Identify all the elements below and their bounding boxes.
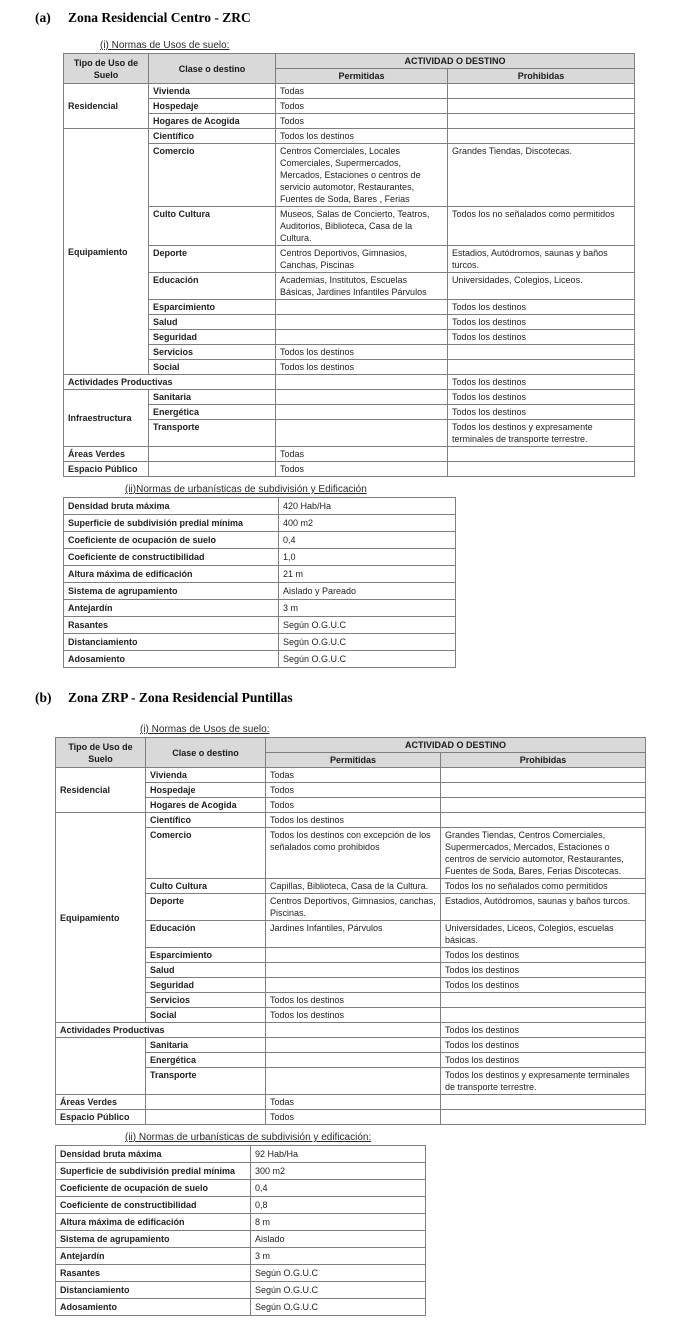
cell-tipo-uso: Residencial (64, 84, 149, 129)
cell-prohibidas: Todos los destinos (448, 390, 635, 405)
cell-norm-value: Según O.G.U.C (279, 634, 456, 651)
table-row (56, 1214, 426, 1231)
cell-clase-destino: Esparcimiento (146, 948, 266, 963)
cell-permitidas: Todos (266, 1110, 441, 1125)
table-row (64, 207, 635, 246)
header-clase-destino: Clase o destino (146, 738, 266, 768)
cell-clase-destino: Educación (149, 273, 276, 300)
header-clase-destino: Clase o destino (149, 54, 276, 84)
cell-norm-label: Adosamiento (64, 651, 279, 668)
cell-permitidas: Capillas, Biblioteca, Casa de la Cultura. (266, 879, 441, 894)
header-permitidas: Permitidas (276, 69, 448, 84)
cell-norm-label: Densidad bruta máxima (64, 498, 279, 515)
cell-clase-destino: Sanitaria (146, 1038, 266, 1053)
table-row (64, 375, 635, 390)
cell-permitidas: Centros Comerciales, Locales Comerciales, Supermercados, Mercados, Estaciones o centros de servicio automotor, Restaurantes, Fuentes de Soda, Bares , Ferias (276, 144, 448, 207)
cell-permitidas: Todos (276, 462, 448, 477)
cell-tipo-uso: Áreas Verdes (64, 447, 149, 462)
header-tipo-uso: Tipo de Uso de Suelo (56, 738, 146, 768)
cell-tipo-uso: Equipamiento (64, 129, 149, 375)
cell-norm-label: Rasantes (56, 1265, 251, 1282)
section-heading-a (35, 10, 698, 26)
cell-norm-label: Antejardín (56, 1248, 251, 1265)
land-use-table (63, 53, 635, 477)
cell-permitidas: Todos los destinos con excepción de los señalados como prohibidos (266, 828, 441, 879)
cell-prohibidas: Grandes Tiendas, Discotecas. (448, 144, 635, 207)
table-row (64, 345, 635, 360)
cell-prohibidas (441, 798, 646, 813)
cell-prohibidas (441, 993, 646, 1008)
cell-norm-label: Altura máxima de edificación (64, 566, 279, 583)
cell-clase-destino: Sanitaria (149, 390, 276, 405)
cell-norm-value: 0,4 (279, 532, 456, 549)
cell-permitidas: Todos (276, 114, 448, 129)
cell-clase-destino (149, 462, 276, 477)
cell-prohibidas (448, 84, 635, 99)
uses-table-caption: (i) Normas de Usos de suelo: (140, 724, 270, 735)
table-row (64, 617, 456, 634)
cell-norm-value: 92 Hab/Ha (251, 1146, 426, 1163)
cell-permitidas (266, 1023, 441, 1038)
table-row (56, 1180, 426, 1197)
table-row (64, 246, 635, 273)
cell-tipo-uso: Equipamiento (56, 813, 146, 1023)
cell-clase-destino: Seguridad (149, 330, 276, 345)
cell-prohibidas (441, 1095, 646, 1110)
cell-norm-value: 3 m (251, 1248, 426, 1265)
cell-clase-destino: Educación (146, 921, 266, 948)
cell-permitidas (266, 948, 441, 963)
cell-permitidas (266, 1053, 441, 1068)
cell-permitidas: Todos (276, 99, 448, 114)
cell-clase-destino: Servicios (146, 993, 266, 1008)
cell-norm-label: Distanciamiento (64, 634, 279, 651)
cell-norm-value: 0,4 (251, 1180, 426, 1197)
cell-permitidas: Todos (266, 783, 441, 798)
cell-clase-destino: Energética (149, 405, 276, 420)
section-zrp (0, 690, 698, 1316)
cell-clase-destino: Deporte (146, 894, 266, 921)
cell-prohibidas (441, 768, 646, 783)
table-row (64, 84, 635, 99)
table-row (64, 420, 635, 447)
cell-permitidas: Todas (276, 447, 448, 462)
norms-table-caption: (ii) Normas de urbanísticas de subdivisión y edificación: (125, 1132, 372, 1143)
cell-permitidas: Todos los destinos (266, 993, 441, 1008)
table-row (64, 405, 635, 420)
cell-prohibidas (448, 129, 635, 144)
cell-clase-destino: Social (146, 1008, 266, 1023)
cell-tipo-uso: Espacio Público (56, 1110, 146, 1125)
cell-clase-destino: Hogares de Acogida (146, 798, 266, 813)
cell-norm-label: Superficie de subdivisión predial mínima (64, 515, 279, 532)
cell-norm-label: Antejardín (64, 600, 279, 617)
table-row (64, 532, 456, 549)
section-title: Zona ZRP - Zona Residencial Puntillas (68, 690, 293, 705)
cell-clase-destino: Energética (146, 1053, 266, 1068)
cell-prohibidas: Todos los destinos (448, 300, 635, 315)
cell-norm-label: Coeficiente de ocupación de suelo (56, 1180, 251, 1197)
cell-norm-value: 3 m (279, 600, 456, 617)
cell-permitidas (276, 300, 448, 315)
cell-permitidas: Centros Deportivos, Gimnasios, Canchas, Piscinas (276, 246, 448, 273)
cell-permitidas (276, 390, 448, 405)
cell-permitidas (266, 1068, 441, 1095)
header-permitidas: Permitidas (266, 753, 441, 768)
cell-norm-label: Densidad bruta máxima (56, 1146, 251, 1163)
urban-norms-table (63, 497, 456, 668)
table-row (56, 1265, 426, 1282)
cell-clase-destino: Servicios (149, 345, 276, 360)
cell-tipo-uso (56, 1038, 146, 1095)
cell-clase-destino: Comercio (146, 828, 266, 879)
cell-norm-value: Según O.G.U.C (251, 1282, 426, 1299)
cell-prohibidas: Grandes Tiendas, Centros Comerciales, Supermercados, Mercados, Estaciones o centros de servicio automotor, Restaurantes, Fuentes de Soda, Bares, Ferias Discotecas. (441, 828, 646, 879)
cell-prohibidas: Todos los destinos (441, 948, 646, 963)
cell-clase-destino: Transporte (149, 420, 276, 447)
table-row (64, 462, 635, 477)
cell-norm-value: Aislado (251, 1231, 426, 1248)
cell-norm-value: Según O.G.U.C (251, 1299, 426, 1316)
cell-prohibidas (448, 447, 635, 462)
cell-norm-label: Coeficiente de ocupación de suelo (64, 532, 279, 549)
cell-clase-destino: Culto Cultura (146, 879, 266, 894)
cell-norm-value: Aislado y Pareado (279, 583, 456, 600)
cell-tipo-uso: Actividades Productivas (56, 1023, 266, 1038)
cell-permitidas: Jardines Infantiles, Párvulos (266, 921, 441, 948)
table-row (64, 330, 635, 345)
cell-clase-destino: Científico (149, 129, 276, 144)
cell-prohibidas: Universidades, Colegios, Liceos. (448, 273, 635, 300)
cell-tipo-uso: Actividades Productivas (64, 375, 276, 390)
cell-permitidas (266, 1038, 441, 1053)
cell-prohibidas: Todos los no señalados como permitidos (448, 207, 635, 246)
table-row (64, 273, 635, 300)
cell-clase-destino: Hospedaje (146, 783, 266, 798)
cell-prohibidas: Todos los destinos (448, 315, 635, 330)
table-row (64, 360, 635, 375)
cell-prohibidas: Todos los destinos (441, 978, 646, 993)
header-actividad-destino: ACTIVIDAD O DESTINO (266, 738, 646, 753)
cell-permitidas: Todos los destinos (276, 129, 448, 144)
section-heading-b (35, 690, 698, 706)
cell-norm-value: 300 m2 (251, 1163, 426, 1180)
cell-prohibidas: Todos los destinos (441, 1038, 646, 1053)
cell-clase-destino: Científico (146, 813, 266, 828)
cell-prohibidas: Todos los destinos (448, 330, 635, 345)
cell-permitidas (276, 330, 448, 345)
cell-norm-value: 21 m (279, 566, 456, 583)
cell-tipo-uso: Residencial (56, 768, 146, 813)
table-row (56, 1163, 426, 1180)
cell-clase-destino: Seguridad (146, 978, 266, 993)
cell-clase-destino: Transporte (146, 1068, 266, 1095)
cell-norm-value: Según O.G.U.C (279, 617, 456, 634)
cell-prohibidas (441, 783, 646, 798)
cell-norm-label: Distanciamiento (56, 1282, 251, 1299)
table-row (64, 114, 635, 129)
norms-table-caption: (ii)Normas de urbanísticas de subdivisión y Edificación (125, 484, 367, 495)
cell-clase-destino: Salud (146, 963, 266, 978)
table-row (64, 129, 635, 144)
table-row (64, 447, 635, 462)
cell-prohibidas: Todos los destinos (441, 963, 646, 978)
cell-prohibidas: Todos los destinos (448, 375, 635, 390)
cell-permitidas: Todas (276, 84, 448, 99)
cell-permitidas (276, 315, 448, 330)
header-tipo-uso: Tipo de Uso de Suelo (64, 54, 149, 84)
cell-tipo-uso: Áreas Verdes (56, 1095, 146, 1110)
cell-norm-label: Rasantes (64, 617, 279, 634)
cell-norm-value: 8 m (251, 1214, 426, 1231)
cell-clase-destino: Social (149, 360, 276, 375)
table-row (64, 600, 456, 617)
header-actividad-destino: ACTIVIDAD O DESTINO (276, 54, 635, 69)
urban-norms-table (55, 1145, 426, 1316)
cell-permitidas: Todos los destinos (276, 360, 448, 375)
cell-prohibidas: Universidades, Liceos, Colegios, escuelas básicas. (441, 921, 646, 948)
table-row (56, 1299, 426, 1316)
cell-norm-value: Según O.G.U.C (279, 651, 456, 668)
cell-clase-destino: Deporte (149, 246, 276, 273)
cell-prohibidas: Todos los destinos y expresamente terminales de transporte terrestre. (441, 1068, 646, 1095)
cell-tipo-uso: Infraestructura (64, 390, 149, 447)
table-row (64, 634, 456, 651)
cell-norm-label: Superficie de subdivisión predial mínima (56, 1163, 251, 1180)
cell-clase-destino: Culto Cultura (149, 207, 276, 246)
cell-prohibidas: Todos los destinos y expresamente terminales de transporte terrestre. (448, 420, 635, 447)
cell-clase-destino: Salud (149, 315, 276, 330)
section-zrc (0, 10, 698, 668)
cell-prohibidas: Estadios, Autódromos, saunas y baños turcos. (441, 894, 646, 921)
cell-norm-label: Sistema de agrupamiento (56, 1231, 251, 1248)
table-row (64, 549, 456, 566)
cell-prohibidas (448, 345, 635, 360)
cell-permitidas: Todos (266, 798, 441, 813)
cell-clase-destino (146, 1095, 266, 1110)
cell-prohibidas: Todos los destinos (441, 1023, 646, 1038)
cell-permitidas: Todos los destinos (266, 813, 441, 828)
cell-norm-value: 400 m2 (279, 515, 456, 532)
cell-prohibidas (448, 360, 635, 375)
table-row (56, 1231, 426, 1248)
cell-permitidas (276, 420, 448, 447)
cell-permitidas: Museos, Salas de Concierto, Teatros, Auditorios, Biblioteca, Casa de la Cultura. (276, 207, 448, 246)
cell-clase-destino: Esparcimiento (149, 300, 276, 315)
cell-norm-label: Coeficiente de constructibilidad (56, 1197, 251, 1214)
table-row (56, 1038, 646, 1053)
table-row (56, 1282, 426, 1299)
table-row (64, 99, 635, 114)
cell-prohibidas (448, 114, 635, 129)
uses-table-caption: (i) Normas de Usos de suelo: (100, 40, 230, 51)
table-row (64, 390, 635, 405)
cell-clase-destino: Hospedaje (149, 99, 276, 114)
table-row (64, 498, 456, 515)
cell-permitidas (266, 978, 441, 993)
section-title: Zona Residencial Centro - ZRC (68, 10, 251, 25)
cell-clase-destino: Comercio (149, 144, 276, 207)
table-row (56, 813, 646, 828)
cell-permitidas (276, 375, 448, 390)
cell-prohibidas (441, 1008, 646, 1023)
cell-clase-destino: Vivienda (149, 84, 276, 99)
cell-prohibidas (441, 1110, 646, 1125)
table-row (56, 1095, 646, 1110)
table-row (64, 315, 635, 330)
cell-norm-label: Altura máxima de edificación (56, 1214, 251, 1231)
cell-clase-destino: Hogares de Acogida (149, 114, 276, 129)
cell-norm-label: Sistema de agrupamiento (64, 583, 279, 600)
cell-prohibidas (441, 813, 646, 828)
cell-prohibidas: Estadios, Autódromos, saunas y baños turcos. (448, 246, 635, 273)
table-row (64, 583, 456, 600)
cell-permitidas: Academias, Institutos, Escuelas Básicas, Jardines Infantiles Párvulos (276, 273, 448, 300)
cell-prohibidas: Todos los destinos (448, 405, 635, 420)
header-prohibidas: Prohibidas (448, 69, 635, 84)
table-row (64, 566, 456, 583)
cell-permitidas: Todos los destinos (266, 1008, 441, 1023)
table-row (64, 144, 635, 207)
table-row (56, 1023, 646, 1038)
cell-tipo-uso: Espacio Público (64, 462, 149, 477)
cell-norm-value: 420 Hab/Ha (279, 498, 456, 515)
land-use-table (55, 737, 646, 1125)
cell-prohibidas (448, 462, 635, 477)
cell-permitidas: Todos los destinos (276, 345, 448, 360)
cell-prohibidas: Todos los destinos (441, 1053, 646, 1068)
cell-permitidas: Centros Deportivos, Gimnasios, canchas, Piscinas. (266, 894, 441, 921)
table-row (64, 515, 456, 532)
cell-prohibidas: Todos los no señalados como permitidos (441, 879, 646, 894)
table-row (64, 300, 635, 315)
cell-clase-destino (146, 1110, 266, 1125)
cell-norm-label: Adosamiento (56, 1299, 251, 1316)
section-letter: (b) (35, 690, 52, 705)
cell-norm-value: 1,0 (279, 549, 456, 566)
cell-clase-destino: Vivienda (146, 768, 266, 783)
cell-norm-value: 0,8 (251, 1197, 426, 1214)
table-row (64, 651, 456, 668)
cell-permitidas (276, 405, 448, 420)
section-letter: (a) (35, 10, 51, 25)
cell-permitidas: Todas (266, 1095, 441, 1110)
table-row (56, 768, 646, 783)
cell-prohibidas (448, 99, 635, 114)
cell-norm-value: Según O.G.U.C (251, 1265, 426, 1282)
cell-permitidas: Todas (266, 768, 441, 783)
header-prohibidas: Prohibidas (441, 753, 646, 768)
table-row (56, 1248, 426, 1265)
table-row (56, 1146, 426, 1163)
cell-norm-label: Coeficiente de constructibilidad (64, 549, 279, 566)
cell-permitidas (266, 963, 441, 978)
table-row (56, 1110, 646, 1125)
cell-clase-destino (149, 447, 276, 462)
